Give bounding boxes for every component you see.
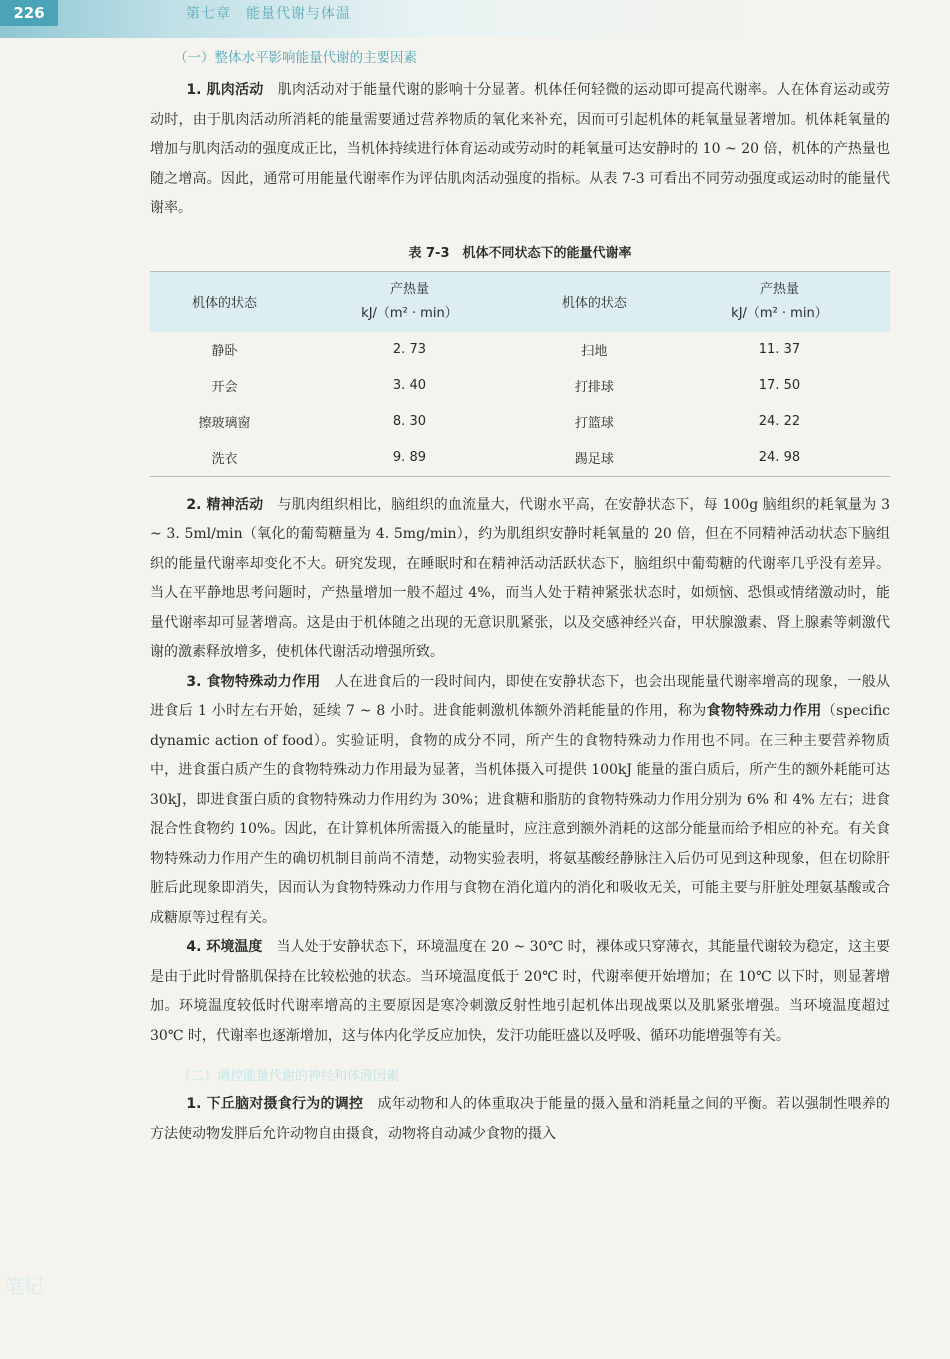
table-cell: 打篮球 (574, 416, 614, 431)
table-cell: 扫地 (581, 344, 608, 359)
page-header (0, 0, 950, 38)
paragraph-text: 成年动物和人的体重取决于能量的摄入量和消耗量之间的平衡。若以强制性喂养的方法使动物发胖后允许动物自由摄食，动物将自动减少食物的摄入 (150, 1096, 891, 1142)
paragraph-title: 2. 精神活动 (186, 496, 264, 513)
paragraph-text: 当人处于安静状态下，环境温度在 20 ~ 30℃ 时，裸体或只穿薄衣，其能量代谢较为稳定，这主要是由于此时骨骼肌保持在比较松弛的状态。当环境温度低于 20℃ 时，代谢率便开始增加；在 10℃ 以下时，则显著增加。环境温度较低时代谢率增高的主要原因是寒冷刺激反射性地引起机体出现战栗以及肌紧张增强。当环境温度超过 30℃ 时，代谢率也逐渐增加，这与体内化学反应加快，发汗功能旺盛以及呼吸、循环功能增强等有关。 (150, 939, 890, 1044)
table-cell: 开会 (211, 380, 238, 395)
header-heat-2: 产热量 kJ/（m² · min） (731, 281, 828, 321)
table-row (150, 332, 890, 368)
paragraph-text: 肌肉活动对于能量代谢的影响十分显著。机体任何轻微的运动即可提高代谢率。人在体育运动或劳动时，由于肌肉活动所消耗的能量需要通过营养物质的氧化来补充，因而可引起机体的耗氧量显著增加。机体耗氧量的增加与肌肉活动的强度成正比，当机体持续进行体育运动或劳动时的耗氧量可达安静时的 10 ~ 20 倍，机体的产热量也随之增高。因此，通常可用能量代谢率作为评估肌肉活动强度的指标。从表 7-3 可看出不同劳动强度或运动时的能量代谢率。 (150, 82, 891, 216)
paragraph-title: 1. 肌肉活动 (186, 82, 264, 98)
table-row (150, 440, 890, 477)
table-cell: 11. 37 (758, 342, 801, 357)
header-state-2: 机体的状态 (561, 296, 627, 311)
table-cell: 洗衣 (150, 440, 299, 477)
paragraph-hypothalamus (150, 1090, 890, 1149)
table-caption: 表 7-3 机体不同状态下的能量代谢率 (408, 245, 632, 261)
header-state-1: 机体的状态 (191, 296, 257, 311)
paragraph-text: 与肌肉组织相比，脑组织的血流量大，代谢水平高，在安静状态下，每 100g 脑组织的耗氧量为 3 ~ 3. 5ml/min（氧化的葡萄糖量为 4. 5mg/min），约为肌组织安静时耗氧量的 20 倍，但在不同精神活动状态下脑组织的能量代谢率却变化不大。研究发现，在睡眠时和在精神活动活跃状态下，脑组织中葡萄糖的代谢率几乎没有差异。当人在平静地思考问题时，产热量增加一般不超过 4%，而当人处于精神紧张状态时，如烦恼、恐惧或情绪激动时，能量代谢率却可显著增高。这是由于机体随之出现的无意识肌紧张，以及交感神经兴奋，甲状腺激素、肾上腺素等刺激代谢的激素释放增多，使机体代谢活动增强所致。 (150, 496, 890, 660)
header-heat-1: 产热量 kJ/（m² · min） (361, 281, 458, 321)
term-highlight: 食物特殊动力作用 (706, 703, 822, 719)
energy-metabolism-table (150, 271, 890, 477)
table-cell: 24. 22 (758, 414, 801, 429)
section-heading: （一）整体水平影响能量代谢的主要因素 (174, 50, 417, 66)
table-row (150, 404, 890, 440)
paragraph-environment-temperature (150, 933, 890, 1051)
paragraph-text: 人在进食后的一段时间内，即使在安静状态下，也会出现能量代谢率增高的现象，一般从进食后 1 小时左右开始，延续 7 ~ 8 小时。进食能刺激机体额外消耗能量的作用，称为 (150, 673, 890, 719)
paragraph-muscle-activity (150, 76, 890, 224)
paragraph-title: 4. 环境温度 (186, 939, 263, 955)
table-cell: 2. 73 (392, 342, 426, 357)
table-cell: 24. 98 (669, 440, 890, 477)
table-row (150, 368, 890, 404)
section-heading-faint: （二）调控能量代谢的神经和体液因素 (178, 1069, 400, 1084)
paragraph-food-sda (150, 668, 890, 934)
table-cell: 17. 50 (758, 378, 801, 393)
page-number: 226 (0, 0, 58, 26)
table-cell: 9. 89 (299, 440, 520, 477)
margin-note-mark: 笔记 (4, 1274, 44, 1298)
table-cell: 擦玻璃窗 (198, 416, 251, 431)
chapter-title: 第七章 能量代谢与体温 (186, 6, 351, 22)
table-cell: 打排球 (574, 380, 614, 395)
table-cell: 静卧 (211, 344, 238, 359)
table-cell: 8. 30 (392, 414, 426, 429)
page-body (150, 48, 890, 1149)
table-cell: 踢足球 (520, 440, 669, 477)
paragraph-title: 1. 下丘脑对摄食行为的调控 (186, 1096, 364, 1112)
paragraph-title: 3. 食物特殊动力作用 (186, 673, 321, 690)
table-cell: 3. 40 (392, 378, 426, 393)
table-header-row (150, 271, 890, 332)
paragraph-text: （specific dynamic action of food）。实验证明，食物的成分不同，所产生的食物特殊动力作用也不同。在三种主要营养物质中，进食蛋白质产生的食物特殊动力作用最为显著，当机体摄入可提供 100kJ 能量的蛋白质后，所产生的额外耗能可达 30kJ，即进食蛋白质的食物特殊动力作用约为 30%；进食糖和脂肪的食物特殊动力作用分别为 6% 和 4% 左右；进食混合性食物约 10%。因此，在计算机体所需摄入的能量时，应注意到额外消耗的这部分能量而给予相应的补充。有关食物特殊动力作用产生的确切机制目前尚不清楚，动物实验表明，将氨基酸经静脉注入后仍可见到这种现象，但在切除肝脏后此现象即消失，因而认为食物特殊动力作用与食物在消化道内的消化和吸收无关，可能主要与肝脏处理氨基酸或合成糖原等过程有关。 (150, 703, 891, 926)
paragraph-mental-activity (150, 491, 890, 668)
